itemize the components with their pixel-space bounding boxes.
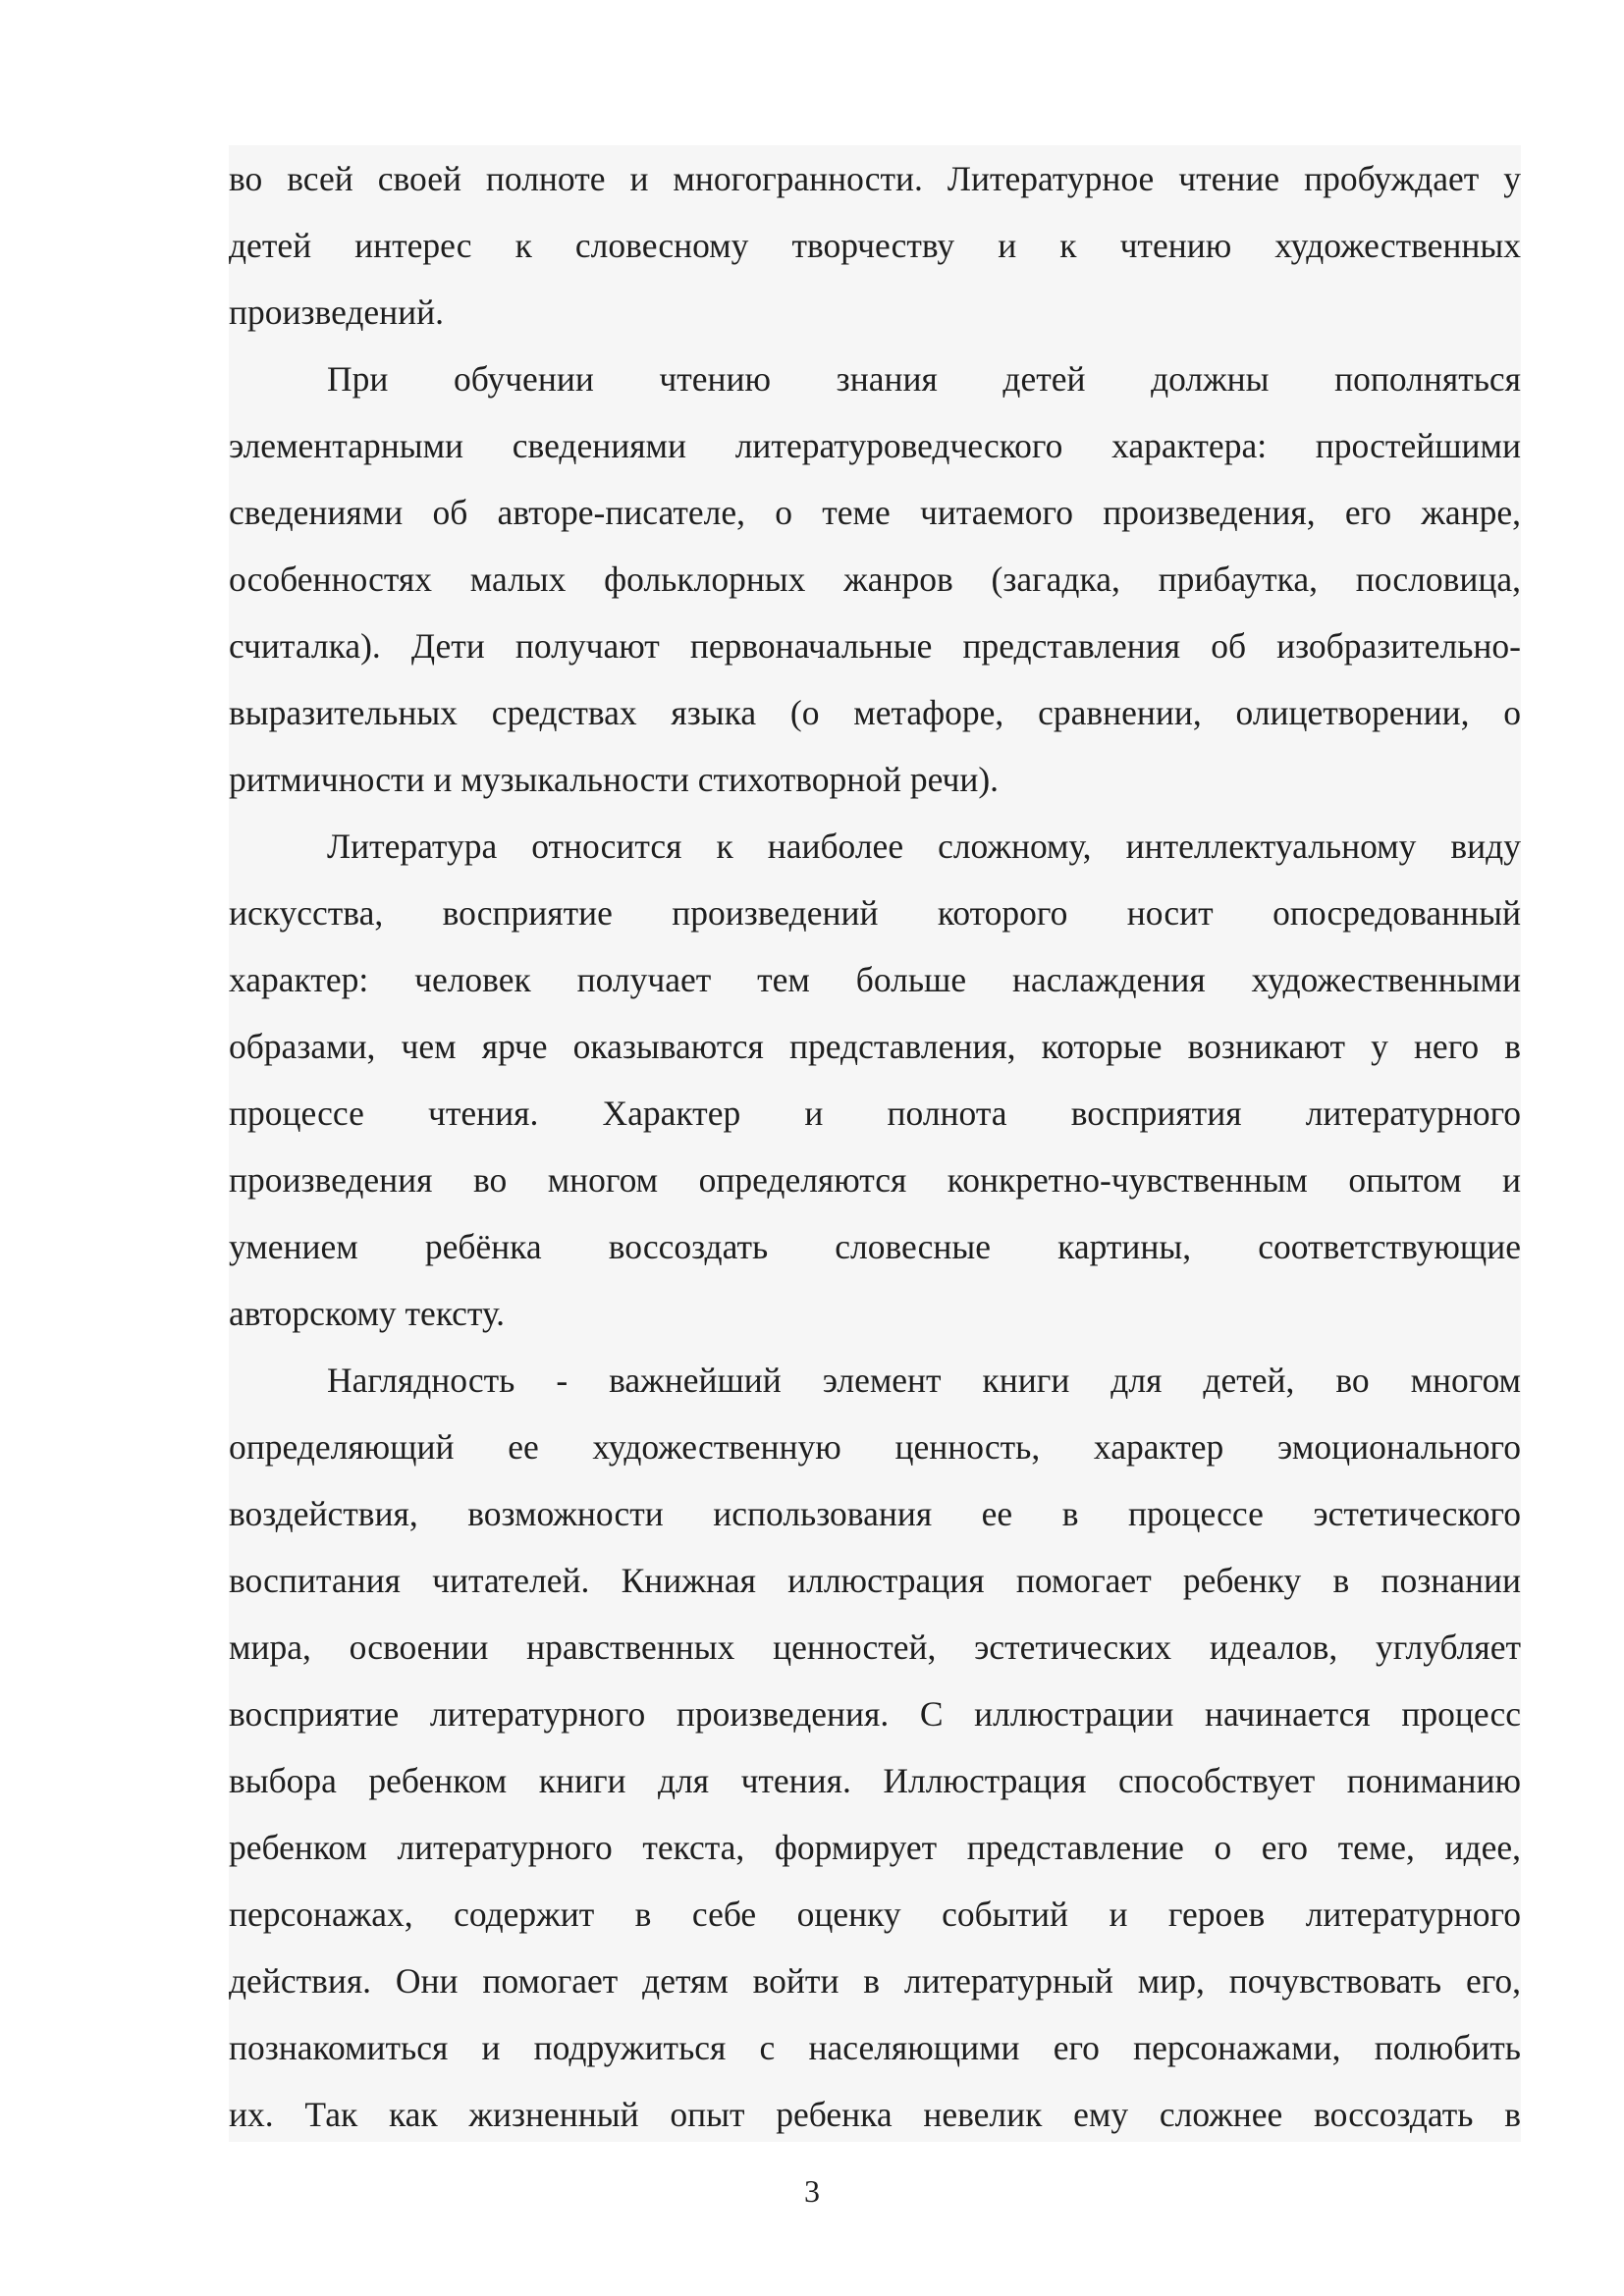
- text-line: сведениями об авторе-писателе, о теме читаемого произведения, его жанре,: [229, 493, 1521, 532]
- text-line: умением ребёнка воссоздать словесные картины, соответствующие: [229, 1227, 1521, 1266]
- text-line: восприятие литературного произведения. С иллюстрации начинается процесс: [229, 1694, 1521, 1734]
- text-line: выбора ребенком книги для чтения. Иллюстрация способствует пониманию: [229, 1761, 1521, 1800]
- text-line: персонажах, содержит в себе оценку событий и героев литературного: [229, 1895, 1521, 1934]
- text-line: характер: человек получает тем больше наслаждения художественными: [229, 960, 1521, 999]
- text-line: образами, чем ярче оказываются представления, которые возникают у него в: [229, 1027, 1521, 1066]
- text-line: воздействия, возможности использования ее в процессе эстетического: [229, 1494, 1521, 1533]
- text-line: действия. Они помогает детям войти в литературный мир, почувствовать его,: [229, 1961, 1521, 2001]
- text-line: искусства, восприятие произведений которого носит опосредованный: [229, 893, 1521, 933]
- body-text: [229, 145, 1521, 2142]
- text-line: При обучении чтению знания детей должны пополняться: [327, 359, 1521, 399]
- text-line: процессе чтения. Характер и полнота восприятия литературного: [229, 1094, 1521, 1133]
- text-line: познакомиться и подружиться с населяющими его персонажами, полюбить: [229, 2028, 1521, 2067]
- text-line: считалка). Дети получают первоначальные представления об изобразительно-: [229, 626, 1521, 666]
- text-line: детей интерес к словесному творчеству и к чтению художественных: [229, 226, 1521, 265]
- text-line: особенностях малых фольклорных жанров (загадка, прибаутка, пословица,: [229, 560, 1521, 599]
- text-line: их. Так как жизненный опыт ребенка невелик ему сложнее воссоздать в: [229, 2095, 1521, 2134]
- text-line: выразительных средствах языка (о метафоре, сравнении, олицетворении, о: [229, 693, 1521, 732]
- text-line: мира, освоении нравственных ценностей, эстетических идеалов, углубляет: [229, 1628, 1521, 1667]
- text-line: Наглядность - важнейший элемент книги для детей, во многом: [327, 1361, 1521, 1400]
- text-line: ритмичности и музыкальности стихотворной речи).: [229, 760, 1000, 799]
- text-line: произведений.: [229, 293, 445, 332]
- text-line: ребенком литературного текста, формирует представление о его теме, идее,: [229, 1828, 1521, 1867]
- page-number: 3: [804, 2173, 820, 2209]
- text-line: определяющий ее художественную ценность, характер эмоционального: [229, 1427, 1521, 1467]
- text-line: произведения во многом определяются конкретно-чувственным опытом и: [229, 1160, 1521, 1200]
- text-line: во всей своей полноте и многогранности. Литературное чтение пробуждает у: [229, 159, 1521, 198]
- text-line: Литература относится к наиболее сложному, интеллектуальному виду: [327, 827, 1521, 866]
- text-line: воспитания читателей. Книжная иллюстрация помогает ребенку в познании: [229, 1561, 1521, 1600]
- text-line: элементарными сведениями литературоведческого характера: простейшими: [229, 426, 1521, 465]
- text-line: авторскому тексту.: [229, 1294, 506, 1333]
